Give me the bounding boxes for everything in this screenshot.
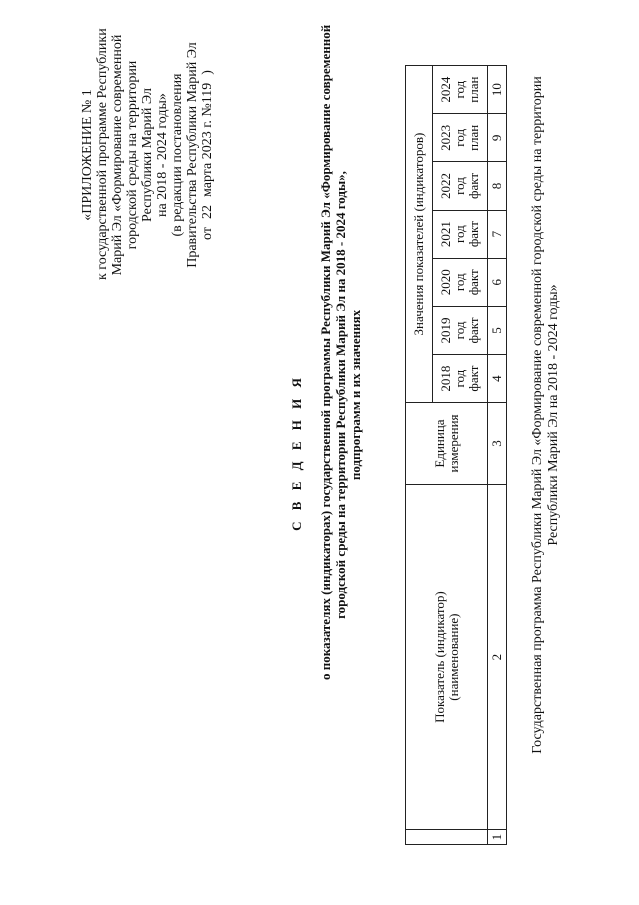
appendix-line-2: к государственной программе Республики	[95, 28, 110, 280]
appendix-note	[80, 30, 215, 280]
column-number-row	[488, 66, 507, 845]
year-2020-header: 2020 год факт	[433, 258, 488, 306]
year-2024-header: 2024 год план	[433, 66, 488, 114]
year-2018-header: 2018 год факт	[433, 355, 488, 403]
header-values-group: Значения показателей (индикаторов)	[406, 66, 433, 403]
column-number-cell: 9	[488, 114, 507, 162]
header-unit: Единица измерения	[406, 403, 488, 485]
column-number-cell: 5	[488, 306, 507, 354]
header-blank-cell	[406, 830, 488, 845]
table-header-row	[406, 66, 433, 845]
header-indicator: Показатель (индикатор) (наименование)	[406, 484, 488, 830]
year-2023-header: 2023 год план	[433, 114, 488, 162]
column-number-cell: 7	[488, 210, 507, 258]
document-subtitle	[318, 24, 363, 680]
column-number-cell: 6	[488, 258, 507, 306]
appendix-line-1: «ПРИЛОЖЕНИЕ № 1	[80, 89, 95, 221]
column-number-cell: 1	[488, 830, 507, 845]
year-2019-header: 2019 год факт	[433, 306, 488, 354]
program-footer	[530, 65, 562, 765]
date-close: )	[200, 70, 215, 75]
appendix-line-5: Республики Марий Эл	[140, 88, 155, 222]
subtitle-line-2: городской среды на территории Республики Марий Эл на 2018 - 2024 годы»,	[333, 171, 348, 619]
column-number-cell: 3	[488, 403, 507, 485]
appendix-line-8: Правительства Республики Марий Эл	[185, 42, 200, 268]
subtitle-line-1: о показателях (индикаторах) государственной программы Республики Марий Эл «Формирование современной	[318, 24, 333, 680]
column-number-cell: 10	[488, 66, 507, 114]
column-number-cell: 4	[488, 355, 507, 403]
date-prefix: от	[200, 227, 215, 240]
subtitle-line-3: подпрограмм и их значениях	[348, 309, 363, 481]
appendix-line-4: городской среды на территории	[125, 60, 140, 250]
indicators-table	[405, 65, 507, 845]
appendix-line-3: Марий Эл «Формирование современной	[110, 34, 125, 276]
footer-line-2: Республики Марий Эл на 2018 - 2024 годы»	[546, 284, 561, 546]
year-2022-header: 2022 год факт	[433, 162, 488, 210]
appendix-line-7: (в редакции постановления	[170, 73, 185, 237]
document-title: С В Е Д Е Н И Я	[289, 374, 304, 531]
date-suffix: марта 2023 г. №	[200, 103, 215, 198]
year-2021-header: 2021 год факт	[433, 210, 488, 258]
column-number-cell: 8	[488, 162, 507, 210]
appendix-date-line	[200, 30, 215, 280]
date-day: 22	[200, 205, 215, 220]
decree-number: 119	[200, 82, 215, 104]
column-number-cell: 2	[488, 484, 507, 830]
footer-line-1: Государственная программа Республики Марий Эл «Формирование современной городской среды на территории	[530, 76, 545, 754]
appendix-line-6: на 2018 - 2024 годы»	[155, 93, 170, 217]
